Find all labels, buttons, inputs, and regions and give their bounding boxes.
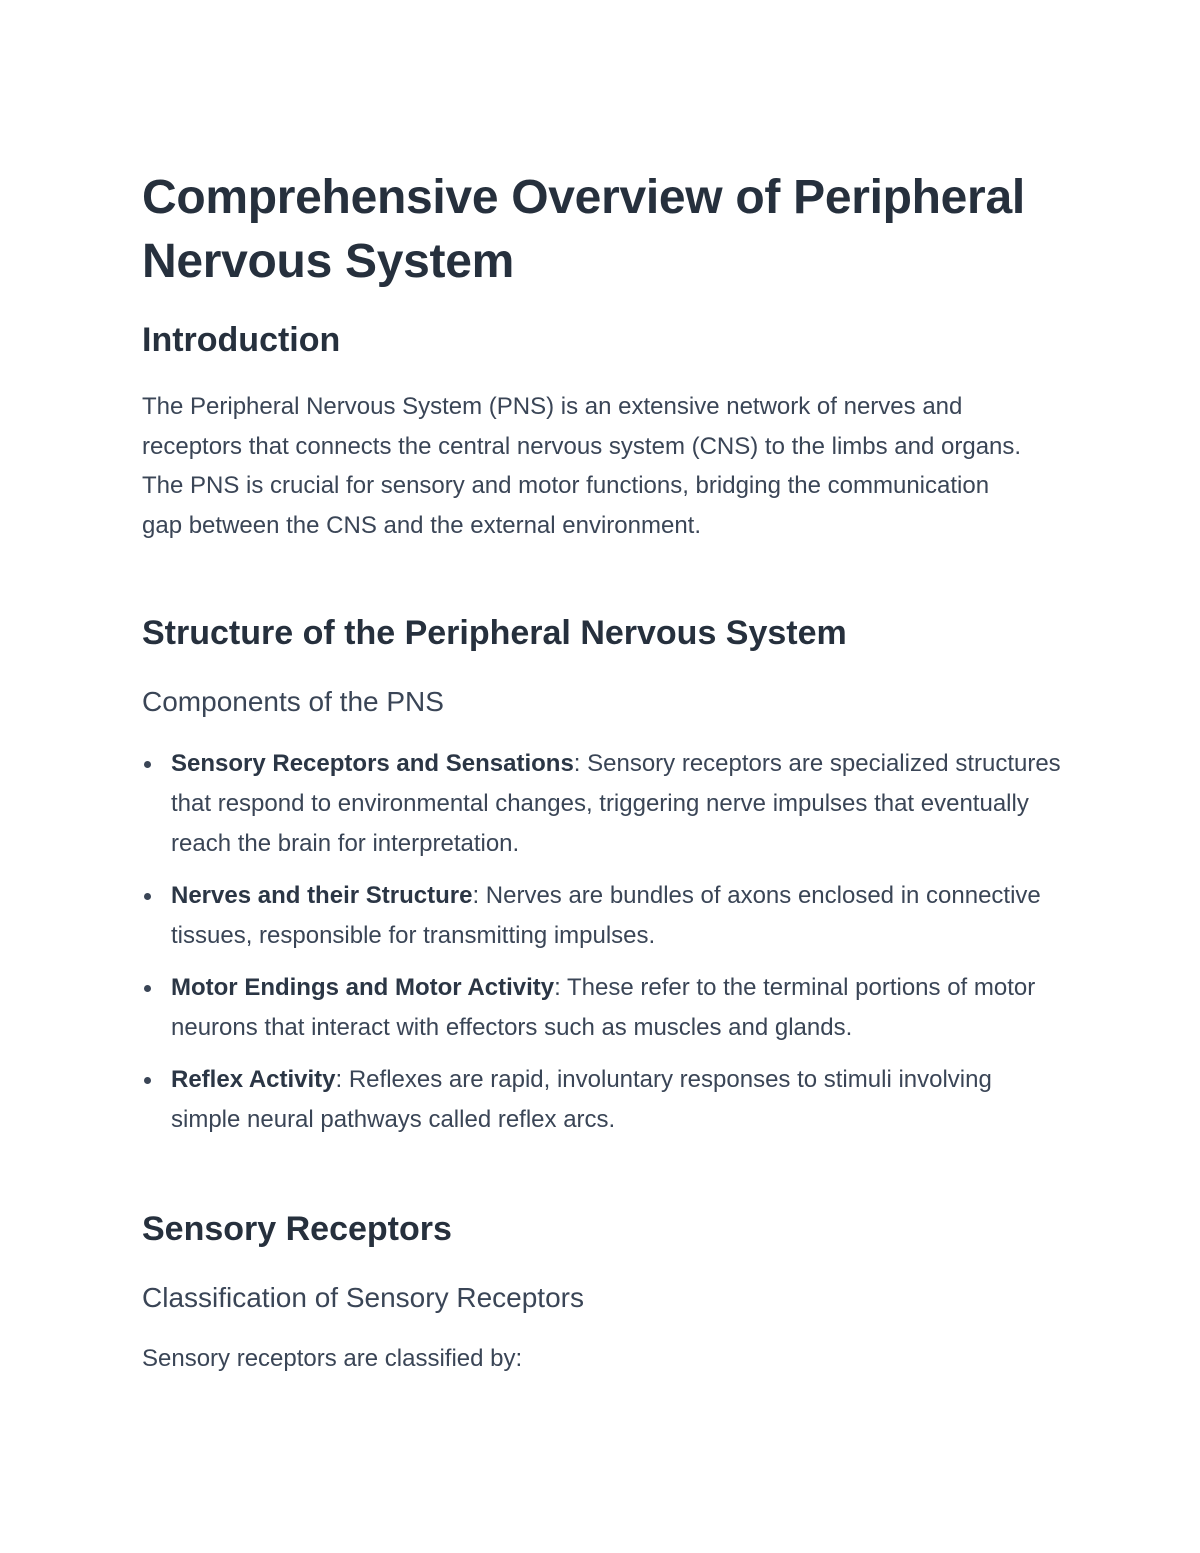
list-item xyxy=(142,744,1062,864)
bullet-icon xyxy=(144,893,151,900)
list-item-description: : Reflexes are rapid, involuntary responses to stimuli involving simple neural pathways called reflex arcs. xyxy=(171,1066,992,1133)
list-item xyxy=(142,876,1062,956)
document-title: Comprehensive Overview of Peripheral Nervous System xyxy=(142,171,1025,288)
bullet-icon xyxy=(144,761,151,768)
bullet-icon xyxy=(144,985,151,992)
list-item-description: : These refer to the terminal portions of motor neurons that interact with effectors such as muscles and glands. xyxy=(171,974,1036,1041)
list-item xyxy=(142,968,1062,1048)
section-heading-sensory-receptors: Sensory Receptors xyxy=(142,1210,452,1248)
subheading-components: Components of the PNS xyxy=(142,686,444,717)
subheading-classification: Classification of Sensory Receptors xyxy=(142,1282,584,1313)
list-item-description: : Nerves are bundles of axons enclosed in connective tissues, responsible for transmitting impulses. xyxy=(171,882,1041,949)
list-item-term: Motor Endings and Motor Activity xyxy=(171,974,555,1001)
classification-paragraph: Sensory receptors are classified by: xyxy=(142,1345,523,1372)
components-list xyxy=(142,744,1062,1152)
list-item-term: Reflex Activity xyxy=(171,1066,336,1093)
bullet-icon xyxy=(144,1077,151,1084)
list-item xyxy=(142,1060,1062,1140)
section-heading-structure: Structure of the Peripheral Nervous System xyxy=(142,614,847,652)
list-item-term: Sensory Receptors and Sensations xyxy=(171,750,574,777)
list-item-term: Nerves and their Structure xyxy=(171,882,473,909)
introduction-paragraph: The Peripheral Nervous System (PNS) is an extensive network of nerves and receptors that connects the central nervous system (CNS) to the limbs and organs. The PNS is crucial for sensory and motor functions, bridging the communication gap between the CNS and the external environment. xyxy=(142,393,1022,539)
list-item-description: : Sensory receptors are specialized structures that respond to environmental changes, triggering nerve impulses that eventually reach the brain for interpretation. xyxy=(171,750,1061,857)
section-heading-introduction: Introduction xyxy=(142,321,341,359)
